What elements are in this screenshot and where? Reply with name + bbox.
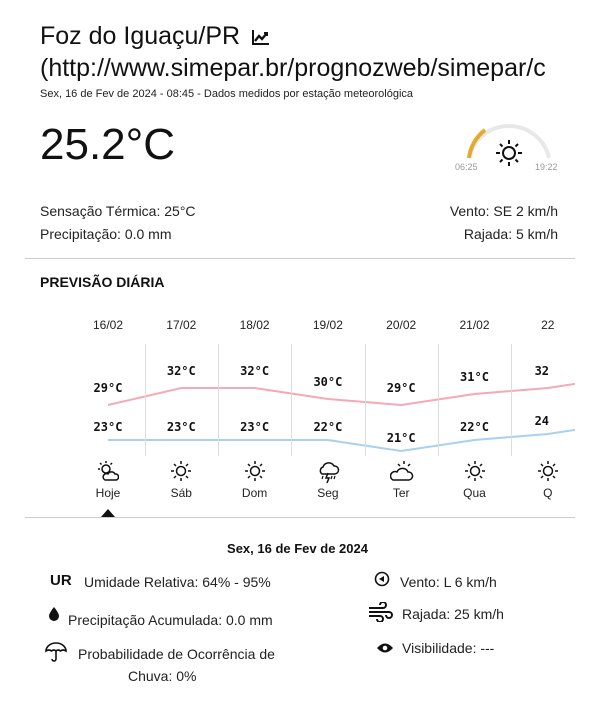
sun-icon: [537, 460, 561, 484]
forecast-day-label[interactable]: Seg: [317, 486, 339, 500]
forecast-day-label[interactable]: Hoje: [95, 486, 121, 500]
column-divider: [145, 344, 146, 456]
sunrise-time: 06:25: [455, 162, 478, 172]
thunder-rain-icon: [317, 460, 341, 484]
forecast-min-temp: 23°C: [240, 420, 270, 434]
forecast-min-temp: 22°C: [460, 420, 489, 434]
sunset-time: 19:22: [535, 162, 558, 172]
forecast-min-temp: 24: [534, 414, 550, 428]
forecast-date: 20/02: [386, 318, 417, 332]
forecast-max-temp: 29°C: [93, 381, 123, 395]
column-divider: [511, 344, 512, 456]
current-temperature: 25.2°C: [40, 120, 176, 169]
sun-icon: [170, 460, 194, 484]
forecast-day-label[interactable]: Q: [543, 486, 553, 500]
detail-title: Sex, 16 de Fev de 2024: [227, 541, 368, 556]
forecast-min-temp: 23°C: [166, 420, 196, 434]
forecast-max-temp: 32: [534, 364, 550, 378]
detail-gust: Rajada: 25 km/h: [402, 606, 504, 622]
cloud-sun-icon: [390, 460, 414, 484]
sun-icon: [464, 460, 488, 484]
forecast-min-temp: 22°C: [313, 420, 343, 434]
forecast-date: 21/02: [459, 318, 490, 332]
visibility: Visibilidade: ---: [402, 640, 495, 656]
humidity-icon: UR: [50, 572, 72, 589]
forecast-max-temp: 30°C: [313, 375, 343, 389]
drop-icon: [49, 607, 59, 621]
forecast-min-temp: 23°C: [93, 420, 123, 434]
current-gust: Rajada: 5 km/h: [463, 226, 558, 242]
column-divider: [218, 344, 219, 456]
forecast-day-label[interactable]: Ter: [392, 486, 410, 500]
column-divider: [438, 344, 439, 456]
partly-sunny-icon: [97, 460, 121, 484]
rain-probability-line2: Chuva: 0%: [128, 668, 197, 684]
umbrella-icon: [45, 641, 67, 663]
forecast-date: 22: [541, 318, 555, 332]
forecast-max-temp: 32°C: [240, 364, 270, 378]
forecast-min-temp: 21°C: [386, 431, 416, 445]
observation-subtitle: Sex, 16 de Fev de 2024 - 08:45 - Dados medidos por estação meteorológica: [40, 88, 414, 100]
feels-like: Sensação Térmica: 25°C: [40, 203, 196, 219]
column-divider: [291, 344, 292, 456]
forecast-date: 16/02: [92, 318, 124, 332]
wind-gust-icon: [367, 602, 393, 622]
sun-icon: [244, 460, 268, 484]
column-divider: [365, 344, 366, 456]
rain-probability-line1: Probabilidade de Ocorrência de: [78, 646, 275, 662]
forecast-date: 18/02: [239, 318, 270, 332]
current-precipitation: Precipitação: 0.0 mm: [40, 226, 172, 242]
forecast-max-temp: 32°C: [166, 364, 196, 378]
forecast-day-label[interactable]: Sáb: [170, 486, 192, 500]
detail-wind: Vento: L 6 km/h: [400, 574, 497, 590]
forecast-max-temp: 31°C: [460, 370, 489, 384]
forecast-date: 17/02: [166, 318, 197, 332]
accumulated-precipitation: Precipitação Acumulada: 0.0 mm: [68, 612, 273, 628]
current-wind: Vento: SE 2 km/h: [449, 203, 558, 219]
forecast-date: 19/02: [312, 318, 343, 332]
selected-day-marker: [101, 509, 115, 517]
location-name: Foz do Iguaçu/PR: [40, 22, 241, 50]
forecast-max-temp: 29°C: [386, 381, 416, 395]
humidity: Umidade Relativa: 64% - 95%: [84, 574, 271, 590]
divider: [25, 517, 575, 518]
wind-direction-icon: [374, 571, 390, 587]
location-url[interactable]: (http://www.simepar.br/prognozweb/simepar/c: [40, 54, 546, 82]
forecast-title: PREVISÃO DIÁRIA: [40, 274, 165, 290]
eye-icon: [377, 642, 393, 654]
forecast-day-label[interactable]: Dom: [241, 486, 268, 500]
forecast-day-label[interactable]: Qua: [463, 486, 486, 500]
